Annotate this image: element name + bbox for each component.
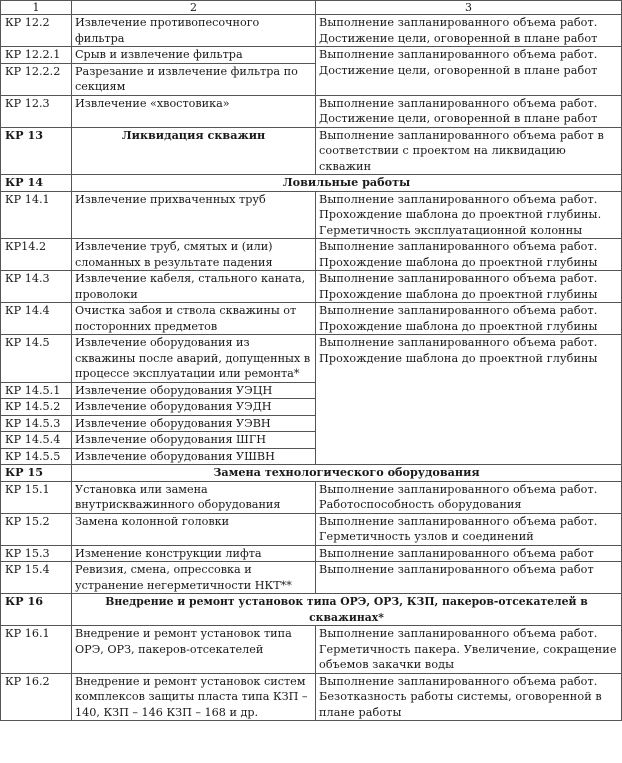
row-result: Выполнение запланированного объема работ. Достижение цели, оговоренной в плане работ: [316, 47, 622, 96]
table-row: [1, 626, 622, 674]
table-row: [1, 95, 622, 127]
section-row: [1, 175, 622, 192]
section-title: Ловильные работы: [72, 175, 622, 192]
row-name: Извлечение оборудования УЭЦН: [72, 382, 316, 399]
row-code: КР 15.4: [1, 562, 72, 594]
row-code: КР 14.5: [1, 335, 72, 383]
row-code: КР 15.1: [1, 481, 72, 513]
row-code: КР 14.5.2: [1, 399, 72, 416]
row-name: Внедрение и ремонт установок типа ОРЭ, ОРЗ, пакеров-отсекателей: [72, 626, 316, 674]
table-row: [1, 15, 622, 47]
section-code: КР 14: [1, 175, 72, 192]
row-result: Выполнение запланированного объема работ: [316, 562, 622, 594]
row-code: КР 12.2.2: [1, 63, 72, 95]
table-row: [1, 545, 622, 562]
row-name: Извлечение противопесочного фильтра: [72, 15, 316, 47]
row-result: Выполнение запланированного объема работ. Герметичность узлов и соединений: [316, 513, 622, 545]
table-row: [1, 673, 622, 721]
row-name: Внедрение и ремонт установок систем комплексов защиты пласта типа КЗП – 140, КЗП – 146 КЗП – 168 и др.: [72, 673, 316, 721]
section-code: КР 15: [1, 465, 72, 482]
row-code: КР14.2: [1, 239, 72, 271]
row-code: КР 14.4: [1, 303, 72, 335]
table-row: [1, 562, 622, 594]
section-row: [1, 465, 622, 482]
row-code: КР 14.5.1: [1, 382, 72, 399]
row-name: Извлечение оборудования ШГН: [72, 432, 316, 449]
row-code: КР 12.2.1: [1, 47, 72, 64]
row-result: Выполнение запланированного объема работ. Достижение цели, оговоренной в плане работ: [316, 15, 622, 47]
section-code: КР 16: [1, 594, 72, 626]
column-number: 3: [316, 1, 622, 15]
row-name: Ревизия, смена, опрессовка и устранение негерметичности НКТ**: [72, 562, 316, 594]
row-result: Выполнение запланированного объема работ. Достижение цели, оговоренной в плане работ: [316, 95, 622, 127]
column-number: 2: [72, 1, 316, 15]
row-code: КР 14.5.3: [1, 415, 72, 432]
row-code: КР 15.3: [1, 545, 72, 562]
table-row: [1, 239, 622, 271]
row-code: КР 16.2: [1, 673, 72, 721]
row-result: Выполнение запланированного объема работ. Герметичность пакера. Увеличение, сокращение объемов закачки воды: [316, 626, 622, 674]
row-name: Извлечение оборудования из скважины после аварий, допущенных в процессе эксплуатации или ремонта*: [72, 335, 316, 383]
section-title: Ликвидация скважин: [72, 127, 316, 175]
row-result: Выполнение запланированного объема работ. Прохождение шаблона до проектной глубины: [316, 335, 622, 465]
row-name: Извлечение труб, смятых и (или) сломанных в результате падения: [72, 239, 316, 271]
row-name: Извлечение оборудования УШВН: [72, 448, 316, 465]
row-result: Выполнение запланированного объема работ: [316, 545, 622, 562]
table-row: [1, 481, 622, 513]
row-code: КР 16.1: [1, 626, 72, 674]
row-name: Извлечение оборудования УЭДН: [72, 399, 316, 416]
row-name: Установка или замена внутрискважинного оборудования: [72, 481, 316, 513]
row-name: Изменение конструкции лифта: [72, 545, 316, 562]
row-code: КР 14.5.5: [1, 448, 72, 465]
row-result: Выполнение запланированного объема работ. Прохождение шаблона до проектной глубины: [316, 271, 622, 303]
table-row: [1, 47, 622, 64]
section-code: КР 13: [1, 127, 72, 175]
row-code: КР 12.3: [1, 95, 72, 127]
row-code: КР 14.5.4: [1, 432, 72, 449]
row-name: Очистка забоя и ствола скважины от посторонних предметов: [72, 303, 316, 335]
row-code: КР 12.2: [1, 15, 72, 47]
section-title: Замена технологического оборудования: [72, 465, 622, 482]
row-code: КР 15.2: [1, 513, 72, 545]
row-result: Выполнение запланированного объема работ. Прохождение шаблона до проектной глубины: [316, 239, 622, 271]
row-result: Выполнение запланированного объема работ. Прохождение шаблона до проектной глубины. Герметичность эксплуатационной колонны: [316, 191, 622, 239]
row-result: Выполнение запланированного объема работ в соответствии с проектом на ликвидацию скважин: [316, 127, 622, 175]
row-name: Извлечение кабеля, стального каната, проволоки: [72, 271, 316, 303]
table-row: [1, 335, 622, 383]
table-row: [1, 303, 622, 335]
row-result: Выполнение запланированного объема работ. Работоспособность оборудования: [316, 481, 622, 513]
section-row: [1, 594, 622, 626]
row-name: Извлечение оборудования УЭВН: [72, 415, 316, 432]
section-title: Внедрение и ремонт установок типа ОРЭ, ОРЗ, КЗП, пакеров-отсекателей в скважинах*: [72, 594, 622, 626]
row-name: Извлечение «хвостовика»: [72, 95, 316, 127]
column-number-row: [1, 1, 622, 15]
table-row: [1, 191, 622, 239]
section-row: [1, 127, 622, 175]
row-code: КР 14.1: [1, 191, 72, 239]
row-result: Выполнение запланированного объема работ. Прохождение шаблона до проектной глубины: [316, 303, 622, 335]
table-row: [1, 271, 622, 303]
row-name: Срыв и извлечение фильтра: [72, 47, 316, 64]
table-row: [1, 513, 622, 545]
row-result: Выполнение запланированного объема работ. Безотказность работы системы, оговоренной в плане работы: [316, 673, 622, 721]
row-name: Извлечение прихваченных труб: [72, 191, 316, 239]
row-name: Замена колонной головки: [72, 513, 316, 545]
column-number: 1: [1, 1, 72, 15]
row-name: Разрезание и извлечение фильтра по секциям: [72, 63, 316, 95]
row-code: КР 14.3: [1, 271, 72, 303]
